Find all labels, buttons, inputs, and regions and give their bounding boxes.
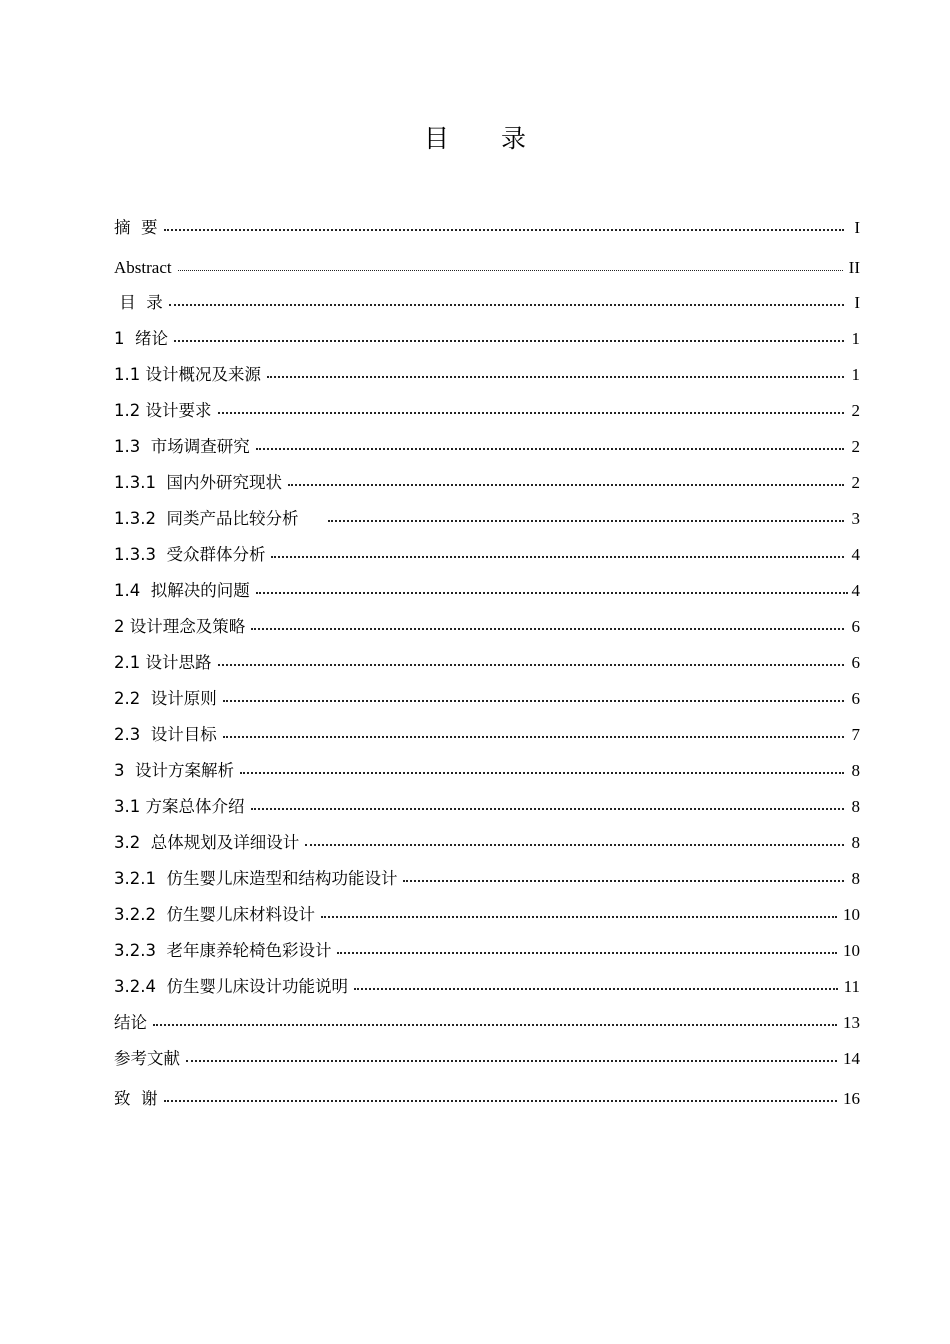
toc-entry-page: II	[848, 258, 860, 277]
dot-leader	[218, 396, 845, 416]
page-title: 目 录	[424, 124, 548, 153]
toc-entry-page: 8	[851, 833, 860, 852]
toc-entry-label: 3 设计方案解析	[114, 761, 234, 780]
toc-entry-page: 13	[843, 1013, 860, 1032]
toc-entry-label: 2.1 设计思路	[114, 653, 212, 672]
toc-entry[interactable]	[114, 504, 860, 540]
dot-leader	[403, 864, 844, 884]
toc-entry[interactable]	[114, 468, 860, 504]
toc-entry-label: 2.3 设计目标	[114, 725, 217, 744]
toc-entry[interactable]	[114, 864, 860, 900]
dot-leader	[337, 936, 837, 956]
dot-leader	[218, 648, 845, 668]
toc-entry-page: 10	[843, 941, 860, 960]
toc-entry-page: 7	[851, 725, 860, 744]
toc-entry[interactable]	[114, 972, 860, 1008]
toc-entry[interactable]	[114, 360, 860, 396]
toc-entry[interactable]	[114, 213, 860, 253]
toc-entry-label: 1.3 市场调查研究	[114, 437, 250, 456]
toc-entry-page: 2	[851, 401, 860, 420]
toc-entry[interactable]	[114, 324, 860, 360]
toc-entry-label: 目 录	[114, 293, 163, 312]
toc-entry[interactable]	[114, 1044, 860, 1084]
toc-entry-label: 1 绪论	[114, 329, 168, 348]
dot-leader	[223, 684, 844, 704]
dot-leader	[256, 432, 844, 452]
toc-entry-page: 10	[843, 905, 860, 924]
toc-entry[interactable]	[114, 720, 860, 756]
dot-leader	[174, 324, 844, 344]
toc-entry-label: 3.2 总体规划及详细设计	[114, 833, 300, 852]
toc-entry-label: 1.3.2 同类产品比较分析	[114, 509, 299, 528]
toc-entry-label: 参考文献	[114, 1049, 180, 1068]
toc-entry-page: 1	[851, 365, 860, 384]
dot-leader	[321, 900, 837, 920]
dot-leader	[305, 828, 844, 848]
dot-leader	[328, 504, 844, 524]
toc-entry-label: 2.2 设计原则	[114, 689, 217, 708]
toc-entry[interactable]	[114, 828, 860, 864]
toc-entry[interactable]	[114, 756, 860, 792]
toc-entry[interactable]	[114, 1084, 860, 1120]
dot-leader	[178, 253, 843, 273]
toc-entry[interactable]	[114, 936, 860, 972]
toc-entry-page: 8	[851, 869, 860, 888]
toc-entry[interactable]	[114, 684, 860, 720]
toc-entry-page: 8	[851, 761, 860, 780]
toc-entry-page: 6	[851, 617, 860, 636]
toc-entry[interactable]	[114, 288, 860, 324]
toc-entry-label: 1.3.1 国内外研究现状	[114, 473, 282, 492]
dot-leader	[288, 468, 844, 488]
toc-entry-page: 11	[843, 977, 860, 996]
toc-entry-label: Abstract	[114, 258, 172, 277]
toc-entry[interactable]	[114, 432, 860, 468]
toc-entry-label: 1.4 拟解决的问题	[114, 581, 250, 600]
toc-entry[interactable]	[114, 540, 860, 576]
dot-leader	[164, 1084, 838, 1104]
toc-entry-page: 2	[851, 437, 860, 456]
toc-entry-label: 3.2.4 仿生婴儿床设计功能说明	[114, 977, 348, 996]
dot-leader	[256, 576, 848, 596]
dot-leader	[153, 1008, 837, 1028]
toc-entry-page: 6	[851, 689, 860, 708]
toc-entry-label: 1.1 设计概况及来源	[114, 365, 261, 384]
toc-entry-page: 16	[843, 1089, 860, 1108]
dot-leader	[354, 972, 838, 992]
toc-entry[interactable]	[114, 612, 860, 648]
toc-entry-page: 4	[851, 545, 860, 564]
toc-entry-page: I	[854, 293, 860, 312]
toc-entry-label: 1.3.3 受众群体分析	[114, 545, 266, 564]
toc-entry-page: 1	[851, 329, 860, 348]
toc-entry-label: 3.1 方案总体介绍	[114, 797, 245, 816]
toc-entry-label: 1.2 设计要求	[114, 401, 212, 420]
toc-entry-label: 2 设计理念及策略	[114, 617, 246, 636]
toc-entry[interactable]	[114, 648, 860, 684]
dot-leader	[267, 360, 844, 380]
toc-entry[interactable]	[114, 1008, 860, 1044]
dot-leader	[251, 612, 844, 632]
toc-entry-page: I	[854, 218, 860, 237]
toc-entry-label: 摘 要	[114, 218, 158, 237]
toc-entry[interactable]	[114, 253, 860, 288]
dot-leader	[240, 756, 844, 776]
dot-leader	[251, 792, 845, 812]
toc-entry-page: 2	[851, 473, 860, 492]
dot-leader	[223, 720, 844, 740]
toc-entry-label: 3.2.1 仿生婴儿床造型和结构功能设计	[114, 869, 398, 888]
toc-entry-label: 3.2.3 老年康养轮椅色彩设计	[114, 941, 332, 960]
toc-entry[interactable]	[114, 900, 860, 936]
toc-entry[interactable]	[114, 396, 860, 432]
dot-leader	[186, 1044, 837, 1064]
toc-entry-page: 3	[851, 509, 860, 528]
dot-leader	[169, 288, 844, 308]
dot-leader	[164, 213, 845, 233]
toc-entry-label: 致 谢	[114, 1089, 158, 1108]
toc-entry-page: 6	[851, 653, 860, 672]
toc-entry[interactable]	[114, 792, 860, 828]
toc-entry-label: 3.2.2 仿生婴儿床材料设计	[114, 905, 315, 924]
toc-entry[interactable]	[114, 576, 860, 612]
table-of-contents	[114, 213, 860, 1120]
toc-entry-page: 4	[851, 581, 860, 600]
dot-leader	[271, 540, 844, 560]
toc-entry-page: 8	[851, 797, 860, 816]
toc-entry-page: 14	[843, 1049, 860, 1068]
toc-entry-label: 结论	[114, 1013, 147, 1032]
